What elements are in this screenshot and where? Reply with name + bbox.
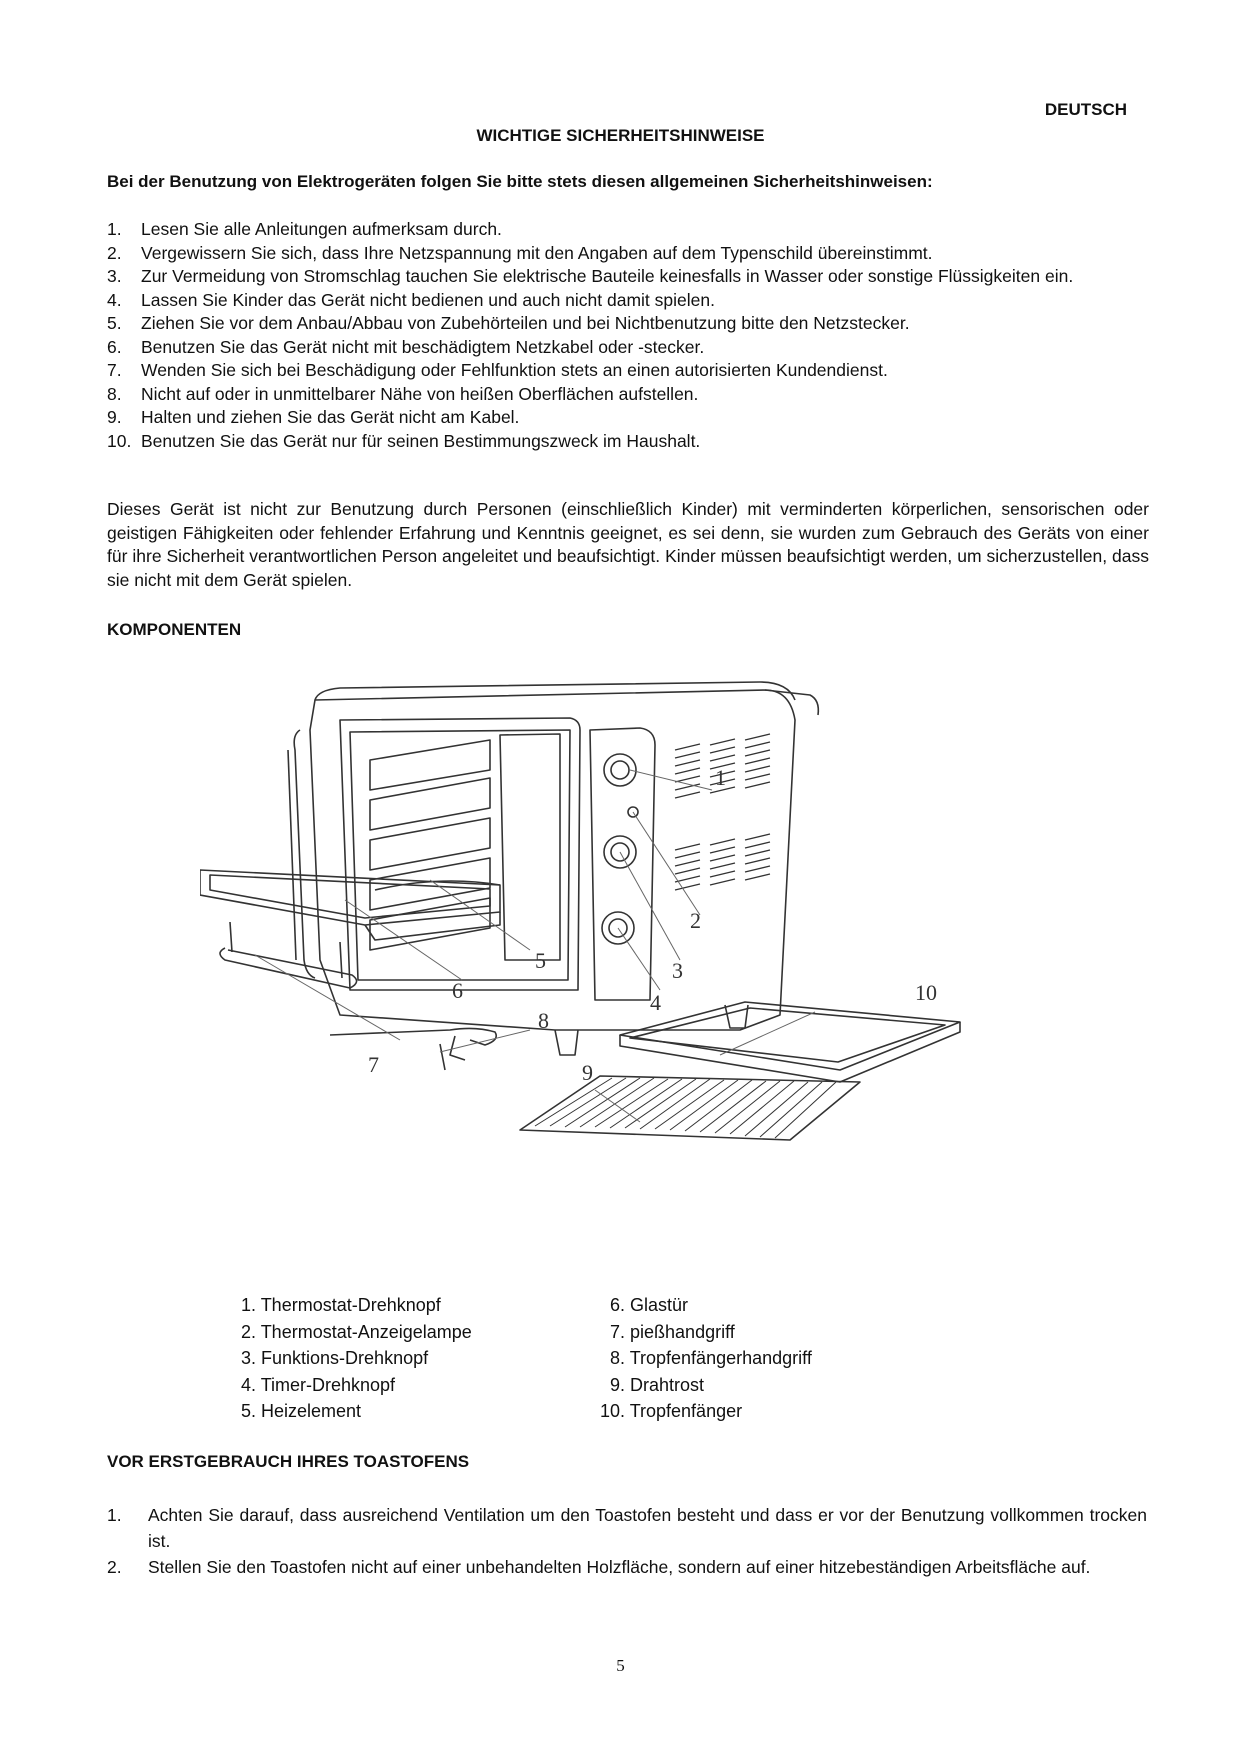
list-item	[107, 336, 1147, 360]
list-item	[107, 430, 1147, 454]
item-text: Drahtrost	[630, 1374, 705, 1395]
figure-label-2: 2	[690, 908, 701, 933]
item-number: 2.	[107, 1557, 122, 1577]
item-number: 6.	[107, 336, 122, 357]
oven-illustration	[200, 660, 1070, 1260]
list-item	[107, 218, 1147, 242]
item-number: 1.	[107, 219, 122, 239]
first-use-heading: VOR ERSTGEBRAUCH IHRES TOASTOFENS	[107, 1452, 470, 1471]
parts-list-left	[236, 1292, 472, 1425]
figure-label-1: 1	[715, 765, 726, 790]
components-heading: KOMPONENTEN	[107, 620, 242, 639]
item-number: 1.	[107, 1505, 122, 1525]
item-text: Wenden Sie sich bei Beschädigung oder Fehlfunktion stets an einen autorisierten Kundendienst.	[141, 360, 888, 380]
item-text: Benutzen Sie das Gerät nur für seinen Bestimmungszweck im Haushalt.	[141, 430, 701, 451]
item-number: 4.	[107, 289, 122, 310]
control-panel	[590, 728, 655, 1000]
item-text: Zur Vermeidung von Stromschlag tauchen Sie elektrische Bauteile keinesfalls in Wasser oder sonstige Flüssigkeiten ein.	[141, 266, 1074, 286]
item-number: 2.	[107, 242, 122, 263]
wire-rack	[520, 1076, 860, 1140]
item-text: Timer-Drehknopf	[260, 1374, 396, 1395]
figure-label-7: 7	[368, 1052, 379, 1077]
list-item	[236, 1372, 472, 1399]
item-text: Vergewissern Sie sich, dass Ihre Netzspannung mit den Angaben auf dem Typenschild übereinstimmt.	[141, 242, 933, 263]
item-number: 10.	[599, 1401, 625, 1421]
item-text: Heizelement	[261, 1401, 362, 1421]
list-item	[107, 383, 1147, 407]
item-text: Stellen Sie den Toastofen nicht auf einer unbehandelten Holzfläche, sondern auf einer hitzebeständigen Arbeitsfläche auf.	[148, 1557, 1091, 1577]
list-item	[107, 289, 1147, 313]
item-number: 5.	[107, 313, 122, 333]
item-text: Lesen Sie alle Anleitungen aufmerksam durch.	[141, 219, 502, 239]
item-text: Thermostat-Drehknopf	[260, 1295, 441, 1315]
item-text: Tropfenfänger	[629, 1401, 743, 1421]
item-text: Glastür	[630, 1295, 689, 1315]
safety-paragraph: Dieses Gerät ist nicht zur Benutzung durch Personen (einschließlich Kinder) mit verminderten körperlichen, sensorischen oder geistigen Fähigkeiten oder fehlender Erfahrung und Kenntnis geeignet, es sei denn, sie wurden zum Gebrauch des Geräts von einer für ihre Sicherheit verantwortlichen Person angeleitet und beaufsichtigt. Kinder müssen beaufsichtigt werden, um sicherzustellen, dass sie nicht mit dem Gerät spielen.	[107, 499, 1149, 590]
item-text: Ziehen Sie vor dem Anbau/Abbau von Zubehörteilen und bei Nichtbenutzung bitte den Netzstecker.	[141, 313, 910, 333]
item-number: 8.	[609, 1348, 625, 1368]
figure-label-3: 3	[672, 958, 683, 983]
list-item	[595, 1292, 812, 1319]
figure-label-10: 10	[915, 980, 937, 1005]
page-title: WICHTIGE SICHERHEITSHINWEISE	[476, 126, 765, 145]
item-number: 9.	[609, 1374, 625, 1395]
safety-rules-list	[107, 218, 1147, 453]
list-item	[595, 1372, 812, 1399]
item-number: 3.	[107, 266, 122, 286]
item-text: Nicht auf oder in unmittelbarer Nähe von heißen Oberflächen aufstellen.	[141, 383, 699, 404]
list-item	[107, 312, 1147, 336]
item-number: 1.	[240, 1295, 256, 1315]
list-item	[595, 1398, 812, 1425]
item-text: Benutzen Sie das Gerät nicht mit beschädigtem Netzkabel oder -stecker.	[141, 336, 705, 357]
figure-label-6: 6	[452, 978, 463, 1003]
item-number: 6.	[609, 1295, 625, 1315]
list-item	[236, 1292, 472, 1319]
parts-list-right	[595, 1292, 812, 1425]
figure-label-8: 8	[538, 1008, 549, 1033]
item-number: 8.	[107, 383, 122, 404]
door-handle	[220, 948, 357, 988]
item-number: 5.	[240, 1401, 256, 1421]
oven-body	[310, 690, 795, 1030]
item-number: 3.	[240, 1348, 256, 1368]
list-item	[595, 1345, 812, 1372]
safety-lead: Bei der Benutzung von Elektrogeräten folgen Sie bitte stets diesen allgemeinen Sicherheitshinweisen:	[107, 172, 933, 191]
list-item	[107, 406, 1147, 430]
list-item	[236, 1319, 472, 1346]
item-text: Achten Sie darauf, dass ausreichend Ventilation um den Toastofen besteht und dass er vor der Benutzung vollkommen trocken ist.	[148, 1505, 1147, 1551]
item-number: 4.	[240, 1374, 256, 1395]
item-text: Funktions-Drehknopf	[261, 1348, 429, 1368]
item-text: pießhandgriff	[630, 1321, 735, 1342]
figure-label-9: 9	[582, 1060, 593, 1085]
drip-tray-handle	[330, 1028, 496, 1070]
page-number: 5	[616, 1656, 625, 1675]
item-number: 7.	[107, 360, 122, 380]
item-number: 2.	[240, 1321, 256, 1342]
figure-label-4: 4	[650, 990, 661, 1015]
item-number: 10.	[107, 430, 132, 451]
item-text: Lassen Sie Kinder das Gerät nicht bedienen und auch nicht damit spielen.	[141, 289, 715, 310]
item-text: Tropfenfängerhandgriff	[629, 1348, 812, 1368]
list-item	[107, 1554, 1147, 1580]
list-item	[595, 1319, 812, 1346]
list-item	[107, 265, 1147, 289]
list-item	[236, 1398, 472, 1425]
list-item	[107, 242, 1147, 266]
list-item	[107, 1502, 1147, 1554]
item-number: 9.	[107, 407, 122, 427]
list-item	[236, 1345, 472, 1372]
first-use-steps	[107, 1502, 1147, 1580]
list-item	[107, 359, 1147, 383]
item-text: Thermostat-Anzeigelampe	[260, 1321, 472, 1342]
item-text: Halten und ziehen Sie das Gerät nicht am Kabel.	[141, 407, 520, 427]
item-number: 7.	[609, 1321, 625, 1342]
language-label: DEUTSCH	[1044, 100, 1127, 119]
figure-label-5: 5	[535, 948, 546, 973]
